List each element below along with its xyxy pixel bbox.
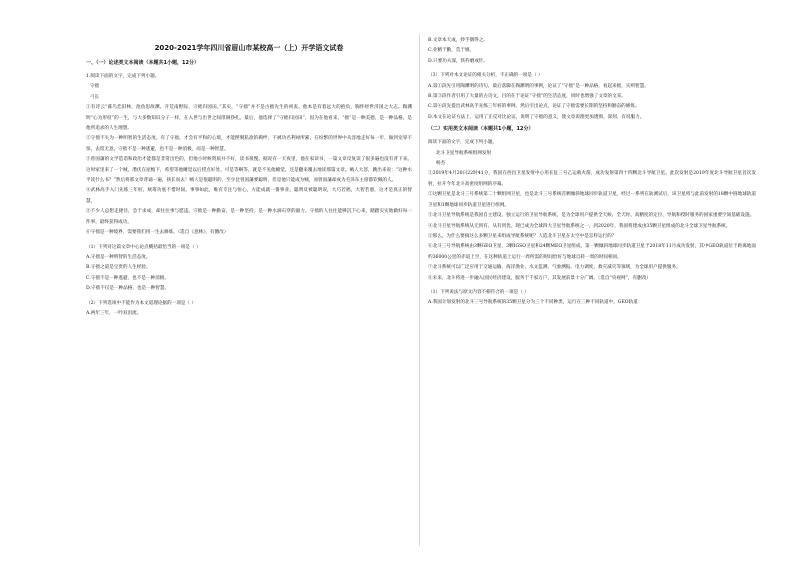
article-paragraph: ⑥北斗三号导航系统由3颗GEO卫星、3颗IGSO卫星和24颗MEO卫星组成，第一颗倾斜地球同步轨道卫星于2018年11月成功发射，其中GEO轨道位于距离地面约36000公里的赤道上空，在这种轨道上运行一周所需的时间恰好与地球自转一周的时间相同。 bbox=[428, 244, 756, 260]
essay-author: 弓长 bbox=[90, 94, 100, 100]
question-2-option-b: B.文章本天成，妙手偶得之。 bbox=[428, 38, 488, 43]
article-paragraph: ①2019年4月20日22时41分，我国在西昌卫星发射中心用长征三号乙运载火箭，成功发射第四十四颗北斗导航卫星。此次发射是2019年度北斗导航卫星首次发射，拉开今年北斗高密度组网的序幕。 bbox=[428, 171, 756, 187]
question-3-option-c: C.第④段先提出武林高手先练三年桩的事例，然后引出论点，论证了守拙需要长期的坚持和勤奋的修炼。 bbox=[428, 104, 640, 110]
question-3-option-a: A.第①段先引用陶渊明的诗句，最后落脚在陶渊明的事例，论证了“守拙”是一种品格，看起来拙，实则智慧。 bbox=[428, 83, 649, 89]
article-source: 杨杰 bbox=[436, 161, 446, 167]
article-paragraph: ②这颗卫星是北斗三号系统第二十颗组网卫星，也是北斗三号系统首颗倾斜地球同步轨道卫星，经过一系列在轨测试后，该卫星将与此前发射的18颗中圆地球轨道卫星和1颗地球同步轨道卫星进行组网。 bbox=[428, 192, 756, 208]
question-2-option-c: C.业精于勤，荒于嬉。 bbox=[428, 48, 475, 54]
reading-intro-2: 阅读下面的文字，完成下列小题。 bbox=[428, 140, 497, 146]
article-title: 北斗卫星导航系统组网发射 bbox=[436, 150, 492, 156]
question-1-option-b: B.守拙之道是宝贵的人生经验。 bbox=[86, 265, 151, 271]
essay-paragraph: ⑥守拙是一种境界，需要我们用一生去修炼。（选自《意林》，有删改） bbox=[86, 230, 229, 236]
reading-intro: 1.阅读下面的文字，完成下列小题。 bbox=[86, 74, 160, 79]
article-paragraph: ④北斗卫星导航系统从无到有、从有到优，现已成为全球四大卫星导航系统之一，到2020年，我国将建成由35颗卫星组成的北斗全球卫星导航系统。 bbox=[428, 223, 731, 229]
question-3-option-b: B.第③段作者引用了大量的古诗文，目的在于论证“守拙”的生活态度，同时也增强了文章的文采。 bbox=[428, 94, 626, 100]
right-column bbox=[428, 36, 756, 309]
question-2: （2）下列选项中不能作为本文道理论据的一项是（ ） bbox=[86, 300, 197, 306]
exam-title: 2020-2021学年四川省眉山市某校高一（上）开学语文试卷 bbox=[154, 44, 344, 52]
article-paragraph: ⑧未来，北斗将进一步融入国民经济建设，服务于千家万户，其发展前景十分广阔。（选自“央视网”，有删改） bbox=[428, 275, 651, 281]
article-paragraph: ③北斗卫星导航系统是我国自主建设、独立运行的卫星导航系统，是为全球用户提供全天候、全天时、高精度的定位、导航和授时服务的国家重要空间基础设施。 bbox=[428, 213, 755, 219]
left-column bbox=[86, 30, 412, 319]
essay-title: 守拙 bbox=[90, 84, 100, 90]
question-4: （1）下列说法与原文内容不相符合的一项是（ ） bbox=[428, 289, 529, 295]
essay-paragraph: ②守拙不失为一种明智的生活态度。有了守拙，才会有平和的心境，才能摆脱私欲的羁绊，不被功名利禄所累，在纷繁的世界中从容地走好每一步，做到宠辱不惊，去留无意。守拙不是一种逃避，也不是一种消极，而是一种智慧。 bbox=[86, 136, 412, 152]
essay-paragraph: ③曾国藩的文学造诣和政治才能都是非常出色的，但他小时候资质并不好，读书很慢。据说有一天夜里，他在家读书，一篇文章反复读了很多遍也没有背下来。这时家里来了一个贼，潜伏在屋檐下，希望等他睡觉以后捞点好处。可是等啊等，就是不见他睡觉，还是翻来覆去地读那篇文章。贼人大怒，跳出来说：“这种水平读什么书？”然后将那文章背诵一遍，扬长而去！贼人是很聪明的，至少比曾国藩要聪明，但是他只能成为贼，而曾国藩却成为毛泽东主席都钦佩的人。 bbox=[86, 157, 412, 184]
question-1: （1）下列对这篇文章中心论点概括最恰当的一项是（ ） bbox=[86, 244, 201, 250]
essay-paragraph: ④武林高手入门先练三年桩，统筹功底不惜时间。事事如此，唯有专注与恒心，方能成就一番事业。聪明反被聪明误，大巧若拙，大智若愚，这才是真正的智慧。 bbox=[86, 188, 412, 204]
question-3-option-d: D.本文在论证方法上，运用了正反对比论证，说明了守拙的意义，使文章说理更加透彻、深刻，有说服力。 bbox=[428, 114, 645, 120]
section-heading-1: 一、（一）论述类文本阅读（本题共1小题，12分） bbox=[86, 60, 199, 66]
question-4-option-a: A.我国计划发射的北斗三号导航系统的35颗卫星分为三个不同种类，运行在三种不同轨道中。GEO轨道 bbox=[428, 300, 638, 306]
question-2-option-a: A.两年三年，一吟双泪流。 bbox=[86, 310, 142, 316]
article-paragraph: ⑤那么，为什么要搞这么多颗卫星来组成导航系统呢？人造北斗卫星在太空中是怎样运行的？ bbox=[428, 233, 617, 239]
column-divider bbox=[419, 34, 420, 546]
section-heading-2: （二）实用类文本阅读（本题共1小题，12分） bbox=[428, 126, 534, 133]
question-1-option-a: A.守拙是一种明智的生活态度。 bbox=[86, 254, 151, 260]
question-2-option-d: D.只要功夫深，铁杵磨成针。 bbox=[428, 58, 489, 64]
question-1-option-d: D.守拙不仅是一种品格，也是一种智慧。 bbox=[86, 286, 170, 292]
essay-paragraph: ⑤不少人总想走捷径，急于求成，却往往事与愿违。守拙是一种勤奋，是一种坚持，是一种水滴石穿的毅力。守拙的人往往能够沉下心来，踏踏实实地做好每一件事，最终获得成功。 bbox=[86, 209, 412, 225]
essay-paragraph: ①有诗云“暮鸟恋旧林，池鱼思故渊。开荒南野际，守拙归园田。”其实，“守拙”并不是古拙先生的初衷。他本是有着远大的抱负，胸怀经世济国之大志。陶渊明“心为形役”的一生，与大多数知识分子一样，在入世与出世之间徘徊挣扎。最后，他选择了“守拙归园田”，因为在他看来，“拙”是一种美德，是一种品格，是他所追求的人生理想。 bbox=[86, 105, 412, 132]
question-1-option-c: C.守拙不是一种逃避，也不是一种消极。 bbox=[86, 275, 169, 281]
article-paragraph: ⑦北斗系统可以广泛应用于交通运输、海洋渔业、水文监测、气象测报、电力调度、救灾减灾等领域，为全球用户提供服务。 bbox=[428, 265, 681, 271]
question-3: （3）下列对本文论证的相关分析，不正确的一项是（ ） bbox=[428, 73, 543, 79]
